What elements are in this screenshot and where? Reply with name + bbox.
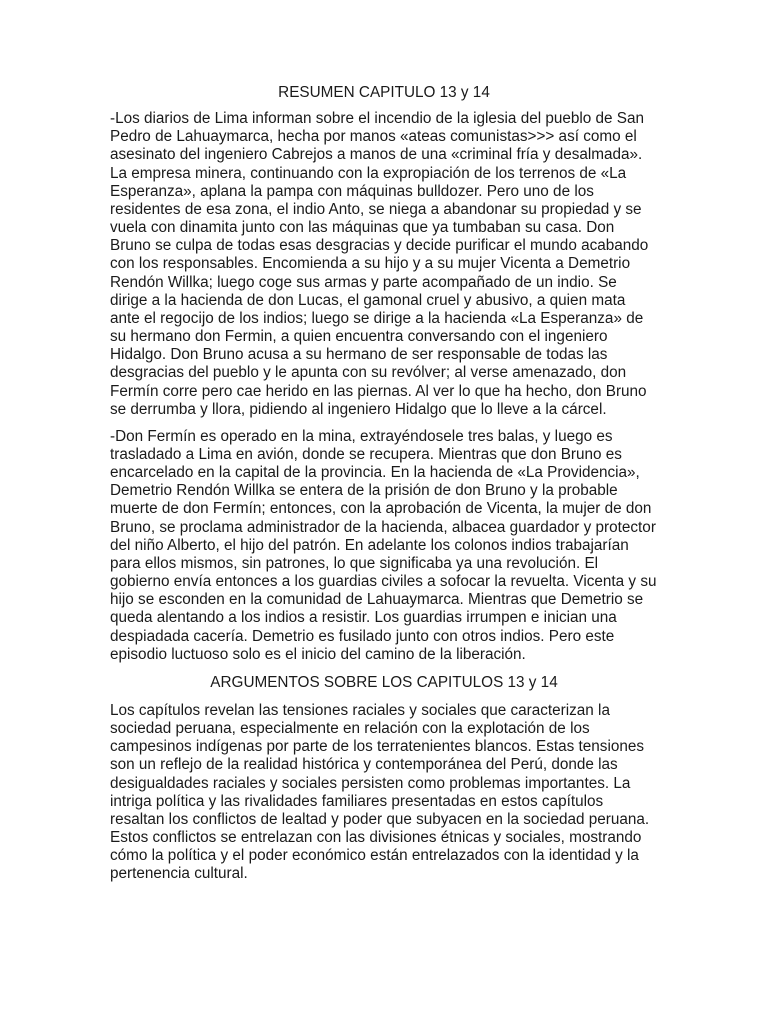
- summary-paragraph-1: -Los diarios de Lima informan sobre el incendio de la iglesia del pueblo de San Pedro de Lahuaymarca, hecha por manos «ateas comunistas>>> así como el asesinato del ingeniero Cabrejos a manos de una «criminal fría y desalmada». La empresa minera, continuando con la expropiación de los terrenos de «La Esperanza», aplana la pampa con máquinas bulldozer. Pero uno de los residentes de esa zona, el indio Anto, se niega a abandonar su propiedad y se vuela con dinamita junto con las máquinas que ya tumbaban su casa. Don Bruno se culpa de todas esas desgracias y decide purificar el mundo acabando con los responsables. Encomienda a su hijo y a su mujer Vicenta a Demetrio Rendón Willka; luego coge sus armas y parte acompañado de un indio. Se dirige a la hacienda de don Lucas, el gamonal cruel y abusivo, a quien mata ante el regocijo de los indios; luego se dirige a la hacienda «La Esperanza» de su hermano don Fermin, a quien encuentra conversando con el ingeniero Hidalgo. Don Bruno acusa a su hermano de ser responsable de todas las desgracias del pueblo y le apunta con su revólver; al verse amenazado, don Fermín corre pero cae herido en las piernas. Al ver lo que ha hecho, don Bruno se derrumba y llora, pidiendo al ingeniero Hidalgo que lo lleve a la cárcel.: [110, 110, 649, 418]
- document-page: [110, 84, 658, 893]
- document-title: RESUMEN CAPITULO 13 y 14: [278, 84, 490, 101]
- summary-paragraph-2: -Don Fermín es operado en la mina, extrayéndosele tres balas, y luego es trasladado a Lima en avión, donde se recupera. Mientras que don Bruno es encarcelado en la capital de la provincia. En la hacienda de «La Providencia», Demetrio Rendón Willka se entera de la prisión de don Bruno y la probable muerte de don Fermín; entonces, con la aprobación de Vicenta, la mujer de don Bruno, se proclama administrador de la hacienda, albacea guardador y protector del niño Alberto, el hijo del patrón. En adelante los colonos indios trabajarían para ellos mismos, sin patrones, lo que significaba ya una revolución. El gobierno envía entonces a los guardias civiles a sofocar la revuelta. Vicenta y su hijo se esconden en la comunidad de Lahuaymarca. Mientras que Demetrio se queda alentando a los indios a resistir. Los guardias irrumpen e inician una despiadada cacería. Demetrio es fusilado junto con otros indios. Pero este episodio luctuoso solo es el inicio del camino de la liberación.: [110, 427, 657, 663]
- arguments-paragraph: Los capítulos revelan las tensiones raciales y sociales que caracterizan la sociedad peruana, especialmente en relación con la explotación de los campesinos indígenas por parte de los terratenientes blancos. Estas tensiones son un reflejo de la realidad histórica y contemporánea del Perú, donde las desigualdades raciales y sociales persisten como problemas importantes. La intriga política y las rivalidades familiares presentadas en estos capítulos resaltan los conflictos de lealtad y poder que subyacen en la sociedad peruana. Estos conflictos se entrelazan con las divisiones étnicas y sociales, mostrando cómo la política y el poder económico están entrelazados con la identidad y la pertenencia cultural.: [110, 702, 650, 883]
- arguments-heading: ARGUMENTOS SOBRE LOS CAPITULOS 13 y 14: [210, 673, 558, 691]
